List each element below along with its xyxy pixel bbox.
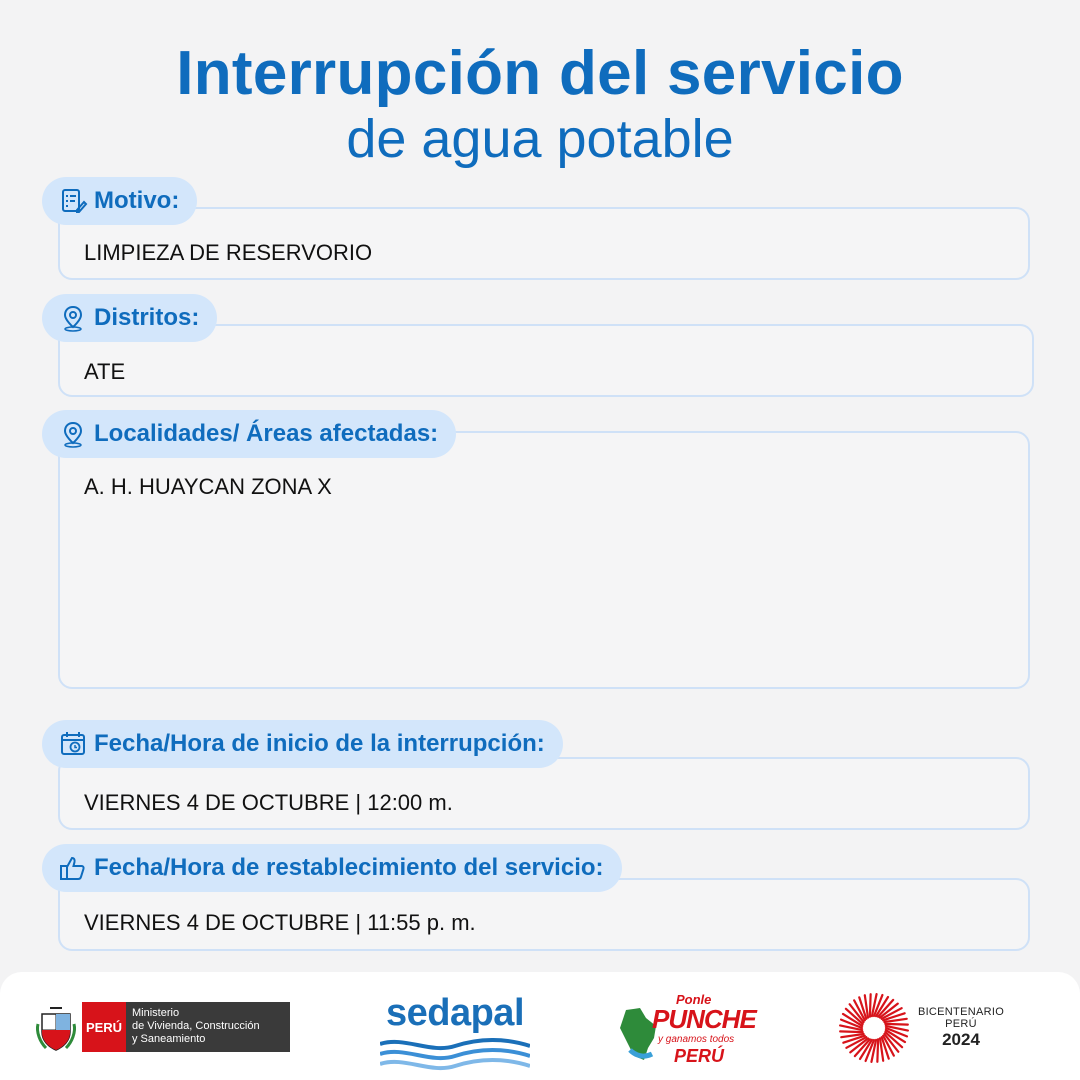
punche-text: PUNCHE: [652, 1004, 756, 1034]
bicentenario-sun-icon: [836, 990, 912, 1066]
distritos-label: Distritos:: [94, 304, 200, 331]
ganamos-text: y ganamos todos: [658, 1034, 735, 1045]
restablecimiento-label-pill: [42, 844, 622, 892]
ministerio-line: y Saneamiento: [132, 1033, 206, 1045]
page-title: Interrupción del servicio: [176, 39, 904, 108]
bicentenario-text: [916, 1006, 1006, 1050]
peru-text: PERÚ: [674, 1046, 725, 1066]
checklist-pencil-icon: [58, 186, 88, 216]
localidades-label-pill: [42, 410, 456, 458]
ministerio-line: Ministerio: [132, 1007, 180, 1019]
sun-ray: [885, 1024, 908, 1025]
localidades-value: A. H. HUAYCAN ZONA X: [84, 474, 332, 499]
thumbs-up-icon: [58, 853, 88, 883]
location-pin-icon: [58, 303, 88, 333]
restablecimiento-label: Fecha/Hora de restablecimiento del servicio:: [94, 854, 604, 881]
sun-ray: [840, 1031, 863, 1032]
sedapal-wordmark: sedapal: [385, 992, 525, 1034]
ponle-punche-logo: [614, 988, 756, 1070]
peru-coat-of-arms-icon: [34, 1004, 78, 1054]
bicentenario-year: 2024: [942, 1030, 980, 1049]
motivo-label: Motivo:: [94, 187, 180, 214]
sedapal-logo: [380, 992, 530, 1035]
localidades-box: [58, 431, 1030, 689]
inicio-label: Fecha/Hora de inicio de la interrupción:: [94, 730, 545, 757]
ministerio-badge: [126, 1002, 290, 1052]
footer-logos: [0, 972, 1080, 1080]
inicio-value: VIERNES 4 DE OCTUBRE | 12:00 m.: [84, 790, 453, 815]
location-pin-icon: [58, 419, 88, 449]
sun-ray: [870, 994, 871, 1017]
localidades-label: Localidades/ Áreas afectadas:: [94, 420, 439, 447]
bicentenario-line: BICENTENARIO: [917, 1006, 1005, 1018]
restablecimiento-value: VIERNES 4 DE OCTUBRE | 11:55 p. m.: [84, 910, 476, 935]
page-subtitle: de agua potable: [346, 109, 734, 169]
inicio-label-pill: [42, 720, 563, 768]
calendar-clock-icon: [58, 729, 88, 759]
sun-ray: [877, 1039, 878, 1062]
motivo-label-pill: [42, 177, 197, 225]
motivo-value: LIMPIEZA DE RESERVORIO: [84, 240, 373, 265]
ministerio-line: de Vivienda, Construcción: [132, 1020, 260, 1032]
waves-icon: [380, 1038, 530, 1074]
distritos-value: ATE: [84, 359, 126, 384]
ponle-text: Ponle: [676, 992, 712, 1007]
bicentenario-line: PERÚ: [945, 1018, 977, 1030]
distritos-label-pill: [42, 294, 217, 342]
peru-badge: PERÚ: [82, 1002, 126, 1052]
